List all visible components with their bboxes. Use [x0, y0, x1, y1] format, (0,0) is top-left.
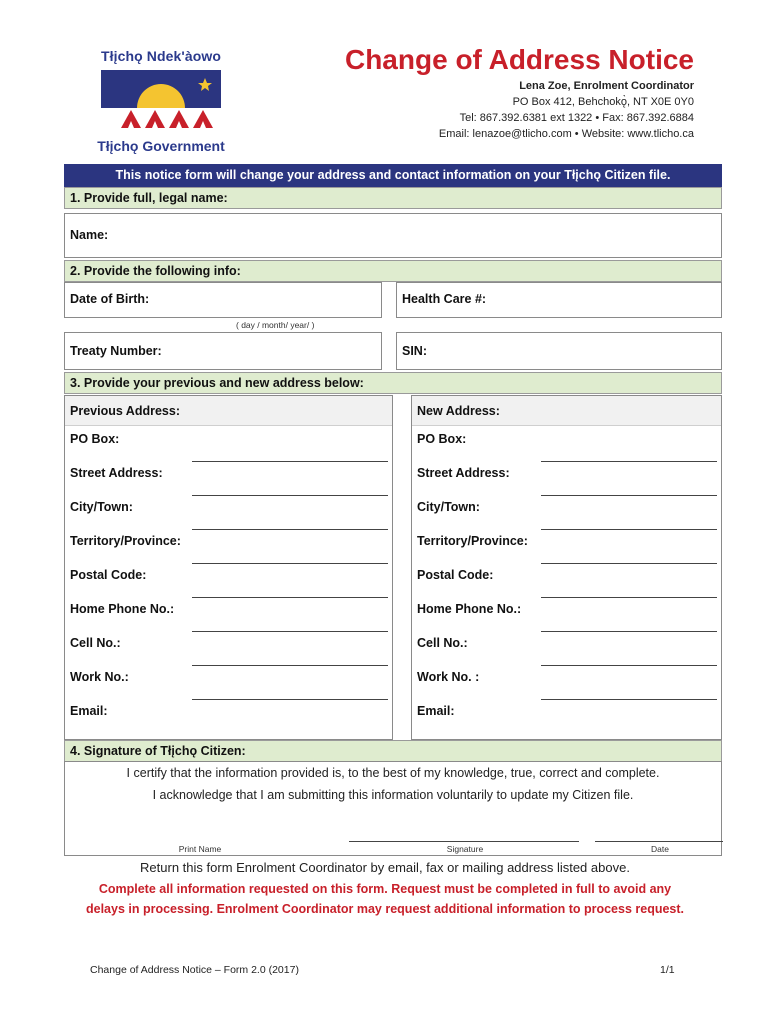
field-label: Email: [417, 704, 455, 718]
field-label: Postal Code: [70, 568, 147, 582]
date-of-birth-field[interactable] [64, 282, 382, 318]
new-work-field[interactable] [412, 666, 721, 700]
prev-city-field[interactable] [65, 496, 392, 530]
dob-label: Date of Birth: [70, 292, 150, 306]
field-label: Street Address: [417, 466, 510, 480]
section-2-heading: 2. Provide the following info: [64, 260, 722, 282]
new-po-box-field[interactable] [412, 428, 721, 462]
phone-fax: Tel: 867.392.6381 ext 1322 • Fax: 867.392.6884 [459, 112, 694, 124]
prev-street-field[interactable] [65, 462, 392, 496]
field-label: Cell No.: [417, 636, 468, 650]
new-postal-field[interactable] [412, 564, 721, 598]
field-label: PO Box: [417, 432, 467, 446]
sin-field[interactable] [396, 332, 722, 370]
treaty-number-field[interactable] [64, 332, 382, 370]
field-label: Territory/Province: [70, 534, 181, 548]
new-cell-field[interactable] [412, 632, 721, 666]
coordinator-name: Lena Zoe, Enrolment Coordinator [519, 80, 694, 92]
page-number: 1/1 [660, 964, 675, 976]
previous-address-column [64, 395, 393, 740]
section-3-heading: 3. Provide your previous and new address below: [64, 372, 722, 394]
new-city-field[interactable] [412, 496, 721, 530]
sin-label: SIN: [402, 344, 427, 358]
warning-line-2: delays in processing. Enrolment Coordinator may request additional information to process request. [85, 902, 685, 916]
previous-address-title: Previous Address: [65, 396, 392, 426]
field-label: Territory/Province: [417, 534, 528, 548]
contact-info [439, 78, 694, 142]
return-instructions: Return this form Enrolment Coordinator by email, fax or mailing address listed above. [140, 860, 630, 875]
new-email-field[interactable] [412, 700, 721, 734]
health-care-label: Health Care #: [402, 292, 487, 306]
new-address-column [411, 395, 722, 740]
field-label: Home Phone No.: [417, 602, 522, 616]
prev-home-phone-field[interactable] [65, 598, 392, 632]
date-line[interactable] [595, 841, 723, 842]
prev-cell-field[interactable] [65, 632, 392, 666]
prev-email-field[interactable] [65, 700, 392, 734]
mailing-address: PO Box 412, Behchokǫ̀, NT X0E 0Y0 [512, 96, 694, 108]
new-province-field[interactable] [412, 530, 721, 564]
tlicho-logo [96, 48, 226, 154]
name-field[interactable] [64, 213, 722, 258]
treaty-label: Treaty Number: [70, 344, 162, 358]
new-address-title: New Address: [412, 396, 721, 426]
prev-po-box-field[interactable] [65, 428, 392, 462]
dob-format-hint: ( day / month/ year/ ) [236, 320, 315, 330]
certify-statement: I certify that the information provided is, to the best of my knowledge, true, correct and complete. [126, 766, 660, 780]
new-home-phone-field[interactable] [412, 598, 721, 632]
name-label: Name: [70, 228, 109, 242]
section-1-heading: 1. Provide full, legal name: [64, 187, 722, 209]
email-website: Email: lenazoe@tlicho.com • Website: www.tlicho.ca [438, 128, 694, 140]
prev-province-field[interactable] [65, 530, 392, 564]
field-label: Work No. : [417, 670, 480, 684]
section-4-heading: 4. Signature of Tłįchǫ Citizen: [64, 740, 722, 762]
field-label: City/Town: [417, 500, 480, 514]
new-street-field[interactable] [412, 462, 721, 496]
gov-name: Tłįchǫ Government [97, 138, 225, 154]
field-label: Cell No.: [70, 636, 121, 650]
org-name: Tłįchǫ Ndek'àowo [100, 48, 222, 64]
signature-line[interactable] [349, 841, 579, 842]
date-caption: Date [651, 844, 669, 854]
signature-area [64, 761, 722, 856]
tlicho-flag-icon [101, 70, 221, 132]
field-label: Street Address: [70, 466, 163, 480]
prev-postal-field[interactable] [65, 564, 392, 598]
field-label: Work No.: [70, 670, 129, 684]
health-care-field[interactable] [396, 282, 722, 318]
field-label: Postal Code: [417, 568, 494, 582]
warning-line-1: Complete all information requested on this form. Request must be completed in full to avoid any [98, 882, 672, 896]
field-label: Home Phone No.: [70, 602, 175, 616]
form-identifier: Change of Address Notice – Form 2.0 (2017) [90, 964, 299, 976]
field-label: Email: [70, 704, 108, 718]
field-label: PO Box: [70, 432, 120, 446]
signature-caption: Signature [446, 844, 484, 854]
print-name-caption: Print Name [178, 844, 222, 854]
form-title: Change of Address Notice [344, 44, 694, 75]
notice-banner: This notice form will change your address and contact information on your Tłįchǫ Citizen file. [64, 164, 722, 187]
prev-work-field[interactable] [65, 666, 392, 700]
field-label: City/Town: [70, 500, 133, 514]
acknowledge-statement: I acknowledge that I am submitting this information voluntarily to update my Citizen file. [152, 788, 634, 802]
